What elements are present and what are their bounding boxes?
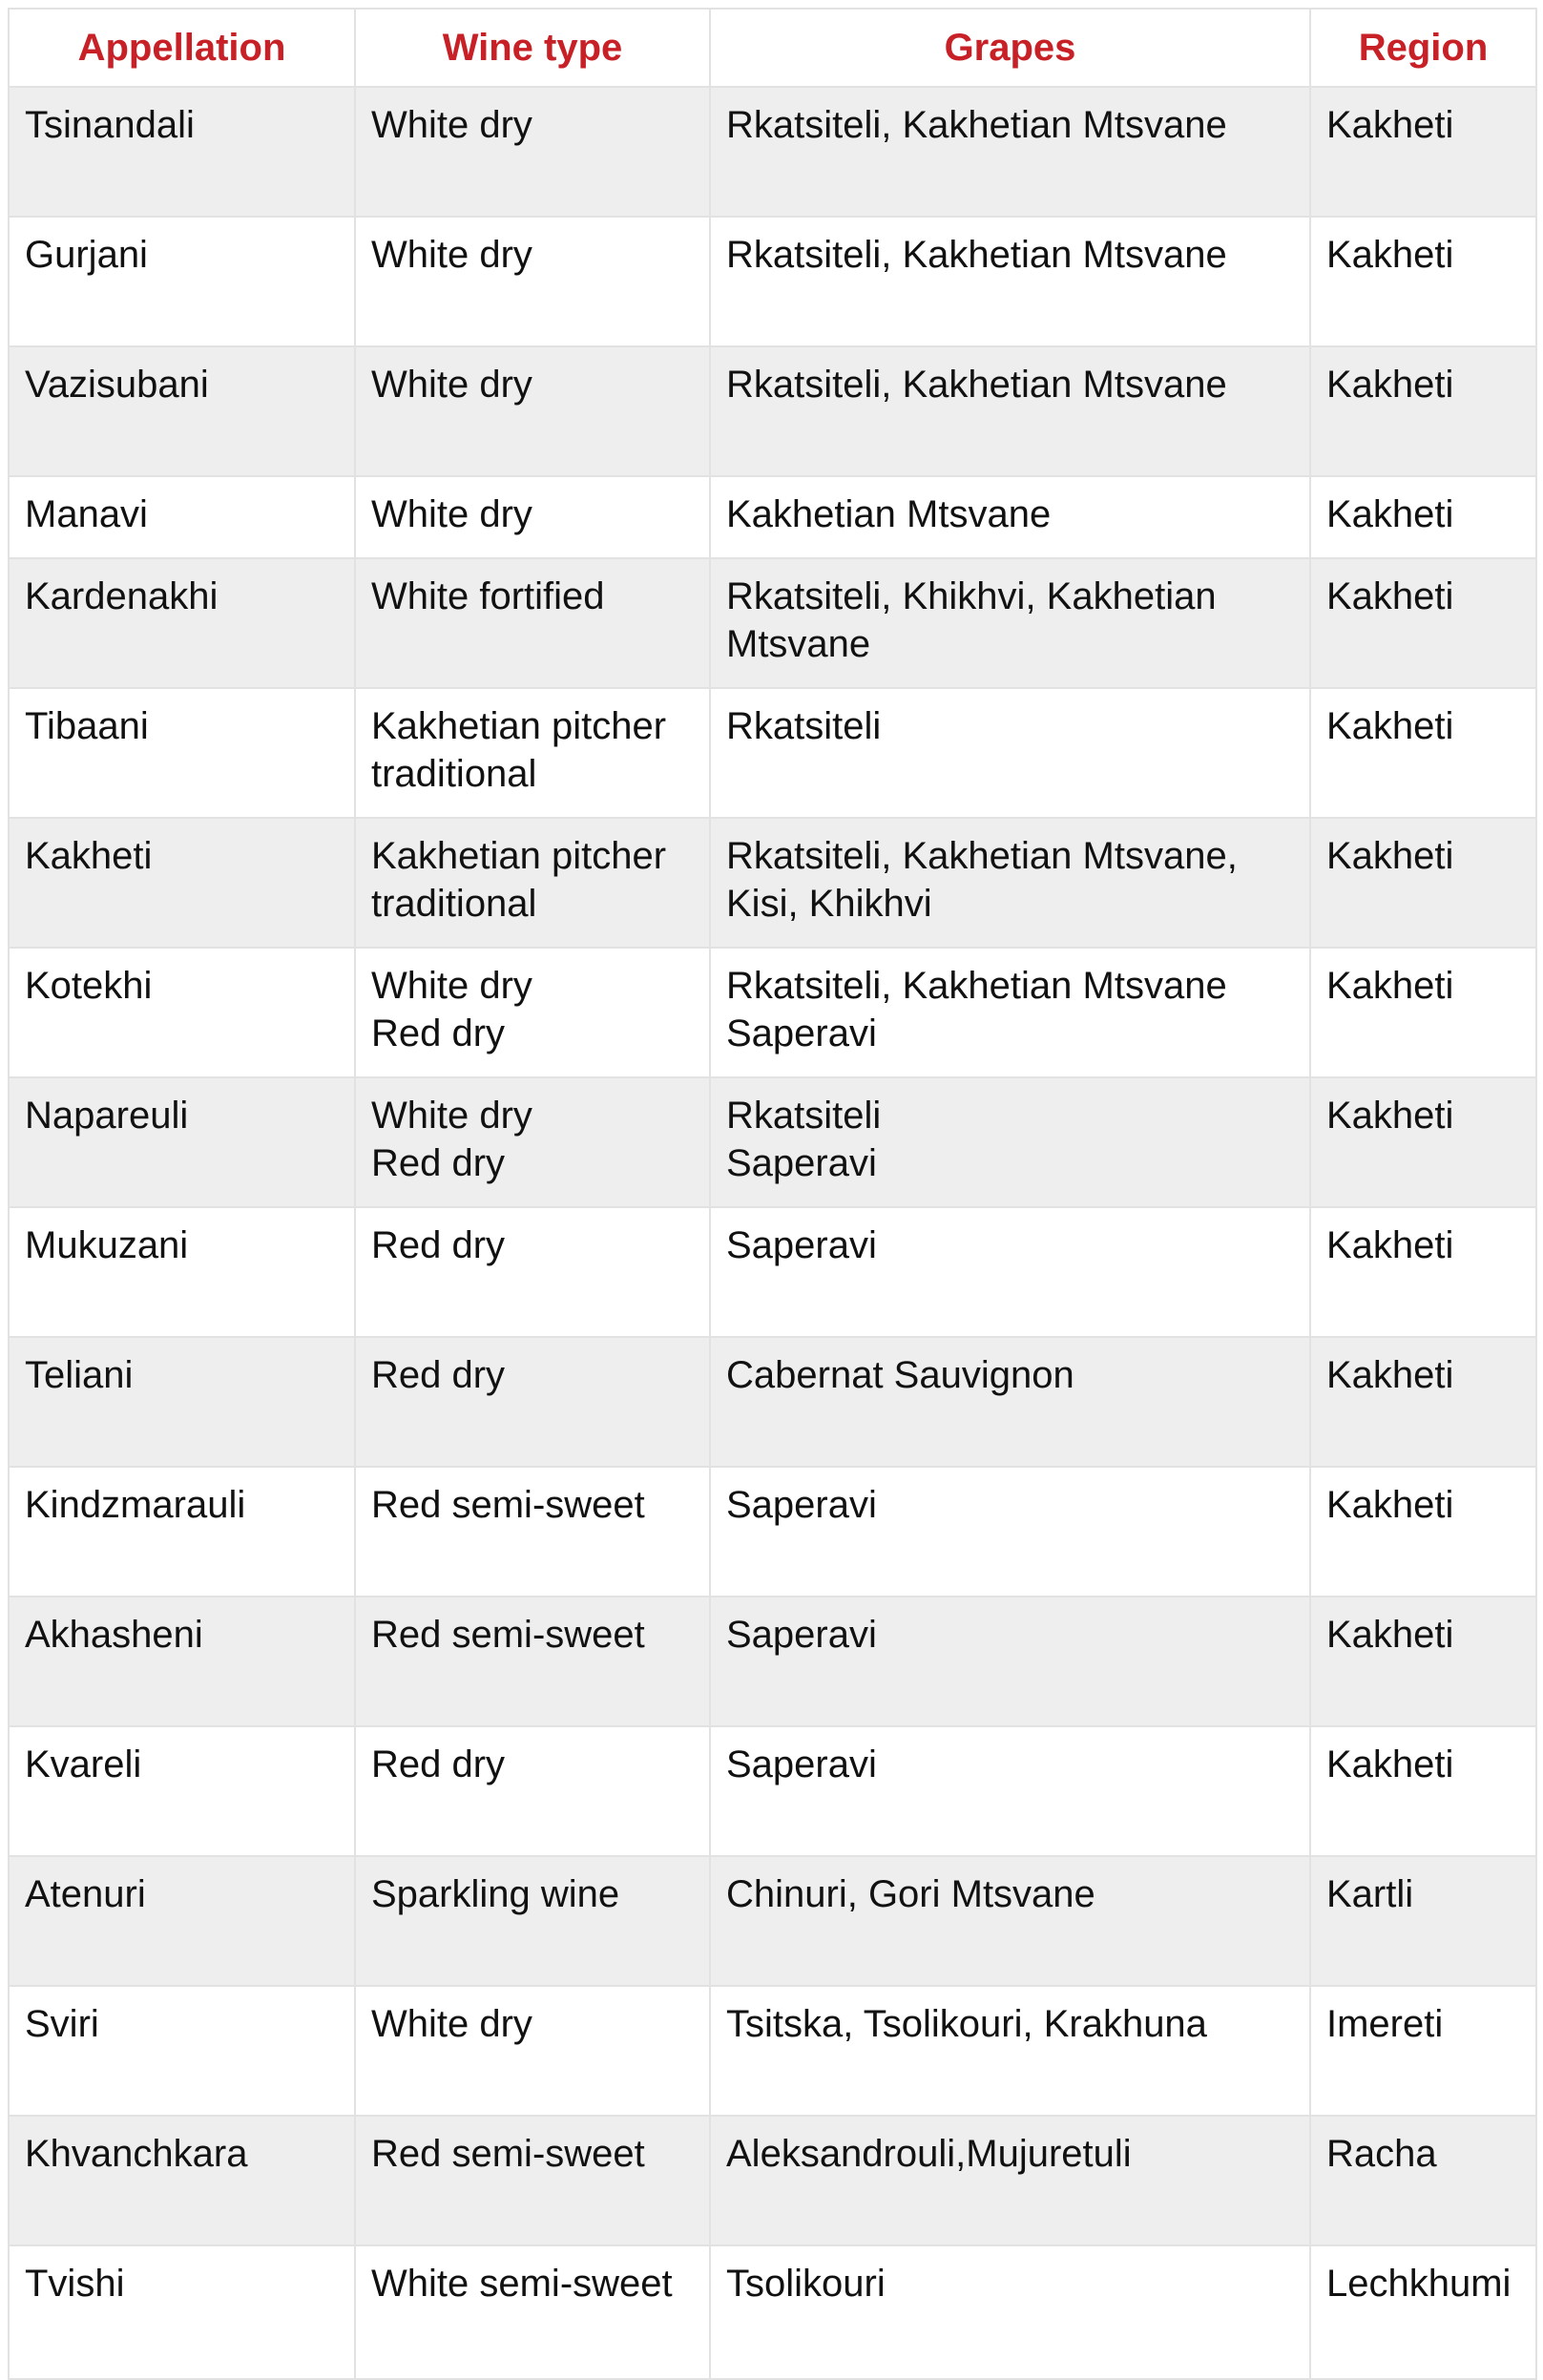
cell-region: Kakheti [1310, 1337, 1536, 1467]
cell-wine-type: Red dry [355, 1726, 710, 1856]
cell-region: Kakheti [1310, 1077, 1536, 1207]
cell-region: Imereti [1310, 1986, 1536, 2116]
cell-wine-type: White semi-sweet [355, 2245, 710, 2379]
table-row [9, 1856, 1536, 1986]
table-row [9, 1726, 1536, 1856]
table-row [9, 217, 1536, 346]
cell-grapes: Aleksandrouli,Mujuretuli [710, 2116, 1310, 2245]
cell-wine-type: Kakhetian pitcher traditional [355, 688, 710, 818]
cell-wine-type: White dry Red dry [355, 1077, 710, 1207]
cell-wine-type: Kakhetian pitcher traditional [355, 818, 710, 948]
cell-region: Kakheti [1310, 87, 1536, 217]
table-row [9, 1467, 1536, 1597]
cell-grapes: Rkatsiteli, Khikhvi, Kakhetian Mtsvane [710, 558, 1310, 688]
table-row [9, 688, 1536, 818]
cell-wine-type: White dry Red dry [355, 948, 710, 1077]
table-row [9, 818, 1536, 948]
cell-wine-type: Sparkling wine [355, 1856, 710, 1986]
cell-grapes: Cabernat Sauvignon [710, 1337, 1310, 1467]
cell-appellation: Napareuli [9, 1077, 355, 1207]
cell-region: Kakheti [1310, 1207, 1536, 1337]
cell-region: Kakheti [1310, 1726, 1536, 1856]
cell-appellation: Manavi [9, 476, 355, 558]
cell-grapes: Tsitska, Tsolikouri, Krakhuna [710, 1986, 1310, 2116]
table-row [9, 1337, 1536, 1467]
cell-region: Kakheti [1310, 558, 1536, 688]
wine-appellations-table [8, 8, 1537, 2380]
cell-grapes: Saperavi [710, 1207, 1310, 1337]
cell-appellation: Tsinandali [9, 87, 355, 217]
cell-wine-type: Red semi-sweet [355, 2116, 710, 2245]
header-region: Region [1310, 9, 1536, 87]
cell-region: Kakheti [1310, 346, 1536, 476]
cell-region: Kakheti [1310, 1597, 1536, 1726]
table-row [9, 1597, 1536, 1726]
cell-grapes: Saperavi [710, 1597, 1310, 1726]
cell-wine-type: White dry [355, 1986, 710, 2116]
cell-grapes: Rkatsiteli, Kakhetian Mtsvane [710, 346, 1310, 476]
cell-appellation: Atenuri [9, 1856, 355, 1986]
cell-wine-type: Red semi-sweet [355, 1467, 710, 1597]
cell-region: Kakheti [1310, 948, 1536, 1077]
cell-appellation: Kotekhi [9, 948, 355, 1077]
cell-appellation: Akhasheni [9, 1597, 355, 1726]
table-row [9, 2116, 1536, 2245]
cell-appellation: Teliani [9, 1337, 355, 1467]
header-appellation: Appellation [9, 9, 355, 87]
cell-grapes: Rkatsiteli Saperavi [710, 1077, 1310, 1207]
cell-grapes: Chinuri, Gori Mtsvane [710, 1856, 1310, 1986]
cell-region: Kakheti [1310, 688, 1536, 818]
cell-appellation: Khvanchkara [9, 2116, 355, 2245]
cell-region: Kakheti [1310, 476, 1536, 558]
cell-region: Kartli [1310, 1856, 1536, 1986]
header-wine-type: Wine type [355, 9, 710, 87]
cell-appellation: Tvishi [9, 2245, 355, 2379]
cell-grapes: Saperavi [710, 1467, 1310, 1597]
cell-appellation: Kardenakhi [9, 558, 355, 688]
table-row [9, 476, 1536, 558]
header-grapes: Grapes [710, 9, 1310, 87]
cell-appellation: Kindzmarauli [9, 1467, 355, 1597]
cell-appellation: Vazisubani [9, 346, 355, 476]
cell-wine-type: White dry [355, 346, 710, 476]
table-row [9, 1986, 1536, 2116]
cell-region: Kakheti [1310, 818, 1536, 948]
cell-grapes: Kakhetian Mtsvane [710, 476, 1310, 558]
cell-appellation: Kakheti [9, 818, 355, 948]
cell-grapes: Rkatsiteli, Kakhetian Mtsvane Saperavi [710, 948, 1310, 1077]
cell-region: Kakheti [1310, 1467, 1536, 1597]
cell-region: Racha [1310, 2116, 1536, 2245]
cell-region: Kakheti [1310, 217, 1536, 346]
cell-grapes: Saperavi [710, 1726, 1310, 1856]
table-row [9, 948, 1536, 1077]
cell-appellation: Mukuzani [9, 1207, 355, 1337]
cell-wine-type: White fortified [355, 558, 710, 688]
table-row [9, 1077, 1536, 1207]
cell-appellation: Sviri [9, 1986, 355, 2116]
cell-region: Lechkhumi [1310, 2245, 1536, 2379]
cell-wine-type: Red dry [355, 1207, 710, 1337]
table-row [9, 558, 1536, 688]
cell-wine-type: Red semi-sweet [355, 1597, 710, 1726]
cell-wine-type: White dry [355, 87, 710, 217]
cell-wine-type: Red dry [355, 1337, 710, 1467]
table-row [9, 1207, 1536, 1337]
table-row [9, 2245, 1536, 2379]
cell-grapes: Tsolikouri [710, 2245, 1310, 2379]
cell-grapes: Rkatsiteli [710, 688, 1310, 818]
cell-grapes: Rkatsiteli, Kakhetian Mtsvane [710, 87, 1310, 217]
cell-grapes: Rkatsiteli, Kakhetian Mtsvane [710, 217, 1310, 346]
table-row [9, 87, 1536, 217]
cell-grapes: Rkatsiteli, Kakhetian Mtsvane, Kisi, Khikhvi [710, 818, 1310, 948]
cell-appellation: Kvareli [9, 1726, 355, 1856]
table-row [9, 346, 1536, 476]
table-header-row [9, 9, 1536, 87]
cell-appellation: Tibaani [9, 688, 355, 818]
cell-wine-type: White dry [355, 476, 710, 558]
cell-wine-type: White dry [355, 217, 710, 346]
cell-appellation: Gurjani [9, 217, 355, 346]
